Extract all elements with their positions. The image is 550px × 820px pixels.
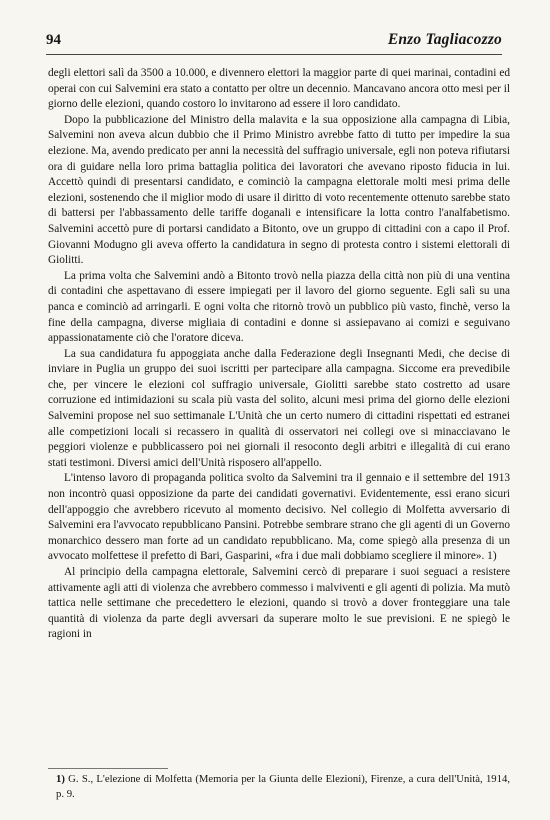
page-header (46, 30, 502, 55)
footnote (56, 772, 510, 801)
body-text (48, 66, 510, 643)
footnote-divider (48, 768, 168, 769)
footnote-text: G. S., L'elezione di Molfetta (Memoria per la Giunta delle Elezioni), Firenze, a cura dell'Unità, 1914, p. 9. (56, 773, 510, 800)
paragraph-5: L'intenso lavoro di propaganda politica svolto da Salvemini tra il gennaio e il settembre del 1913 non incontrò quasi opposizione da parte dei candidati governativi. Evidentemente, essi erano sicuri dell'appoggio che avrebbero ricevuto al momento decisivo. Nel collegio di Molfetta avversario di Salvemini era l'avvocato repubblicano Pansini. Potrebbe sembrare strano che gli agenti di un Governo monarchico dessero man forte ad un candidato repubblicano. Ma, come spiegò alla presenza di un avvocato molfettese il prefetto di Bari, Gasparini, «fra i due mali dobbiamo scegliere il minore». 1) (48, 472, 510, 563)
paragraph-6: Al principio della campagna elettorale, Salvemini cercò di preparare i suoi seguaci a resistere attivamente agli atti di violenza che avrebbero commesso i malviventi e gli agenti di polizia. Ma mutò tattica nelle settimane che precedettero le elezioni, quando si trovò a dover fronteggiare una tale quantità di violenza da parte degli avversari da superare molto le sue previsioni. E ne spiegò le ragioni in (48, 566, 510, 641)
page-number: 94 (46, 32, 61, 48)
paragraph-3: La prima volta che Salvemini andò a Bitonto trovò nella piazza della città non più di una ventina di contadini che aspettavano di essere impiegati per il lavoro del giorno seguente. Egli salì su una panca e cominciò ad arringarli. E ogni volta che ritornò trovò un pubblico più vasto, finchè, verso la fine della campagna, diverse migliaia di contadini e donne si assiepavano ai comizi e seguivano appassionatamente ciò che l'oratore diceva. (48, 269, 510, 345)
paragraph-1: degli elettori salì da 3500 a 10.000, e divennero elettori la maggior parte di quei marinai, contadini ed operai con cui Salvemini era stato a contatto per oltre un decennio. Mancavano ancora otto mesi per il giorno delle elezioni, quando costoro lo invitarono ad essere il loro candidato. (48, 67, 510, 111)
paragraph-2: Dopo la pubblicazione del Ministro della malavita e la sua opposizione alla campagna di Libia, Salvemini non aveva alcun dubbio che il Primo Ministro avrebbe fatto di tutto per impedire la sua elezione. Ma, avendo predicato per anni la necessità del suffragio universale, egli non poteva rifiutarsi ora di guidare nella loro prima battaglia politica dei lavoratori che avevano riposto fiducia in lui. Accettò quindi di presentarsi candidato, e cominciò la campagna elettorale molti mesi prima delle elezioni, sostenendo che il miglior modo di usare il diritto di voto recentemente ottenuto sarebbe stato di battersi per l'abbassamento delle tariffe doganali e intensificare la lotta contro l'analfabetismo. Salvemini accettò pure di portarsi candidato a Bitonto, ove un gruppo di cittadini con a capo il Prof. Giovanni Modugno gli aveva offerto la candidatura in segno di protesta contro i sistemi elettorali di Giolitti. (48, 113, 510, 267)
running-head: Enzo Tagliacozzo (387, 31, 502, 48)
paragraph-4: La sua candidatura fu appoggiata anche dalla Federazione degli Insegnanti Medi, che decise di inviare in Puglia un gruppo dei suoi iscritti per partecipare alla campagna. Siccome era prevedibile che, per vincere le elezioni col suffragio universale, Giolitti sarebbe stato costretto ad usare corruzione ed intimidazioni su scala più vasta del solito, alcuni mesi prima del giorno delle elezioni Salvemini propose nel suo settimanale L'Unità che un certo numero di cittadini rispettati ed estranei alle competizioni locali si recassero in qualità di osservatori nei collegi ove si minacciavano le peggiori violenze e pubblicassero poi nei giornali il resoconto degli arbitri e illegalità di cui erano stati testimoni. Diversi amici dell'Unità risposero all'appello. (48, 347, 510, 469)
footnote-marker: 1) (56, 773, 65, 785)
